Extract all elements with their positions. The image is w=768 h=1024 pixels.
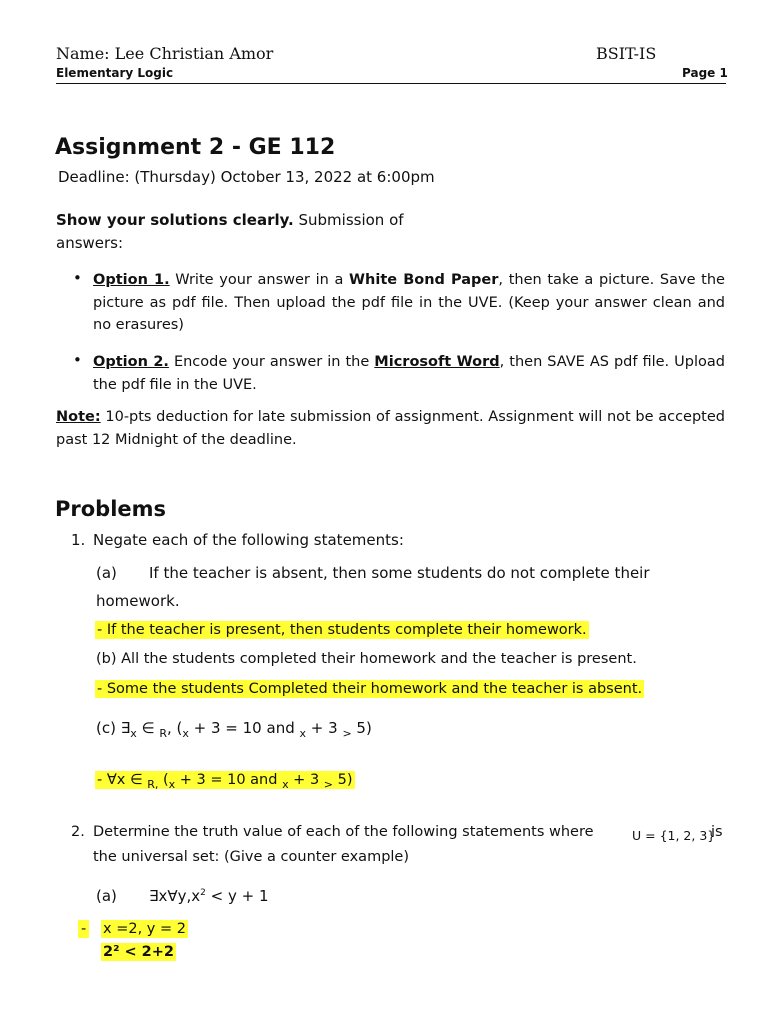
- problem-2-number: 2.: [71, 824, 85, 840]
- name-label: Name:: [56, 44, 110, 63]
- problem-1c-answer: [95, 771, 355, 789]
- page-number: Page 1: [682, 66, 728, 80]
- note: [56, 406, 725, 451]
- p2a-sup: 2: [200, 888, 206, 898]
- problems-heading: Problems: [55, 497, 167, 521]
- p1c-x3: x: [299, 727, 307, 740]
- p1c-rest1: , (: [166, 719, 183, 737]
- option-2-text1: Encode your answer in the: [168, 354, 375, 370]
- p1c-ans-rest4: 5): [333, 772, 353, 788]
- problem-1a-text: If the teacher is absent, then some students do not complete their: [149, 564, 650, 582]
- instructions-bold: Show your solutions clearly.: [56, 211, 294, 229]
- problem-2-text2: the universal set: (Give a counter example): [93, 849, 410, 865]
- option-1-bold: White Bond Paper: [349, 272, 499, 288]
- problem-1b-text: (b) All the students completed their homework and the teacher is present.: [96, 651, 637, 667]
- p1c-x2: x: [182, 727, 189, 740]
- p1c-gt: >: [342, 727, 352, 740]
- course-label: BSIT-IS: [596, 44, 657, 63]
- p1c-ans-rest2: + 3 = 10 and: [175, 772, 283, 788]
- p1c-elem: ∈: [136, 719, 160, 737]
- p1c-ans-rest3: + 3: [288, 772, 324, 788]
- p1c-rest2: + 3 = 10 and: [188, 719, 300, 737]
- problem-1c-text: [96, 719, 372, 740]
- problem-2-text: Determine the truth value of each of the following statements where: [93, 824, 594, 840]
- universal-set: U = {1, 2, 3}: [632, 828, 716, 843]
- name-value: Lee Christian Amor: [114, 44, 274, 63]
- problem-2a-expr: [149, 887, 269, 905]
- option-1: [93, 269, 725, 337]
- option-2: [93, 351, 725, 396]
- problem-1a-answer: - If the teacher is present, then students complete their homework.: [97, 622, 587, 638]
- problem-2a-label: (a): [96, 887, 117, 905]
- bullet-1: •: [73, 269, 82, 287]
- problem-1-number: 1.: [71, 531, 86, 549]
- option-1-label: Option 1.: [93, 272, 170, 288]
- problem-1a-text2: homework.: [96, 592, 180, 610]
- subject-label: Elementary Logic: [56, 66, 174, 80]
- instructions-rest: Submission of: [293, 211, 404, 229]
- problem-2a-answer-line2: 2² < 2+2: [103, 944, 175, 960]
- problem-1a-label: (a): [96, 564, 117, 582]
- p2a-expr1: ∃x∀y,x: [149, 887, 201, 905]
- p1c-ans-prefix: - ∀x ∈: [97, 772, 148, 788]
- student-name: [56, 44, 273, 63]
- problem-2a-answer-line1: x =2, y = 2: [103, 921, 186, 937]
- p1c-x1: x: [130, 727, 137, 740]
- note-label: Note:: [56, 409, 101, 425]
- problem-2-is: is: [711, 824, 723, 840]
- option-2-bold: Microsoft Word: [374, 354, 500, 370]
- problem-2a-answer-dash: -: [78, 920, 89, 938]
- p1c-ans-x3: x: [282, 778, 289, 791]
- deadline: Deadline: (Thursday) October 13, 2022 at 6:00pm: [58, 168, 435, 186]
- p1c-r: R: [159, 727, 167, 740]
- option-2-text2: , then SAVE AS pdf file. Upload the pdf file in the UVE.: [93, 354, 725, 393]
- p1c-ans-rest1: (: [158, 772, 169, 788]
- problem-1-text: Negate each of the following statements:: [93, 531, 404, 549]
- instructions-line2: answers:: [56, 234, 124, 252]
- p1c-rest4: 5): [351, 719, 372, 737]
- p1c-label: (c) ∃: [96, 719, 131, 737]
- option-2-label: Option 2.: [93, 354, 169, 370]
- problem-1b-answer: - Some the students Completed their homework and the teacher is absent.: [97, 681, 643, 697]
- instructions: [56, 211, 404, 229]
- p2a-expr2: < y + 1: [205, 887, 269, 905]
- p1c-ans-r: R,: [147, 778, 159, 791]
- p1c-ans-gt: >: [323, 778, 333, 791]
- header-rule: [56, 83, 726, 84]
- note-text: 10-pts deduction for late submission of assignment. Assignment will not be accepted past 12 Midnight of the deadline.: [56, 409, 725, 448]
- p1c-ans-x2: x: [168, 778, 176, 791]
- option-1-text2: , then take a picture. Save the picture as pdf file. Then upload the pdf file in the UVE. (Keep your answer clean and no erasures): [93, 272, 725, 333]
- option-1-text1: Write your answer in a: [169, 272, 350, 288]
- bullet-2: •: [73, 351, 82, 369]
- assignment-title: Assignment 2 - GE 112: [55, 135, 336, 160]
- p1c-rest3: + 3: [306, 719, 343, 737]
